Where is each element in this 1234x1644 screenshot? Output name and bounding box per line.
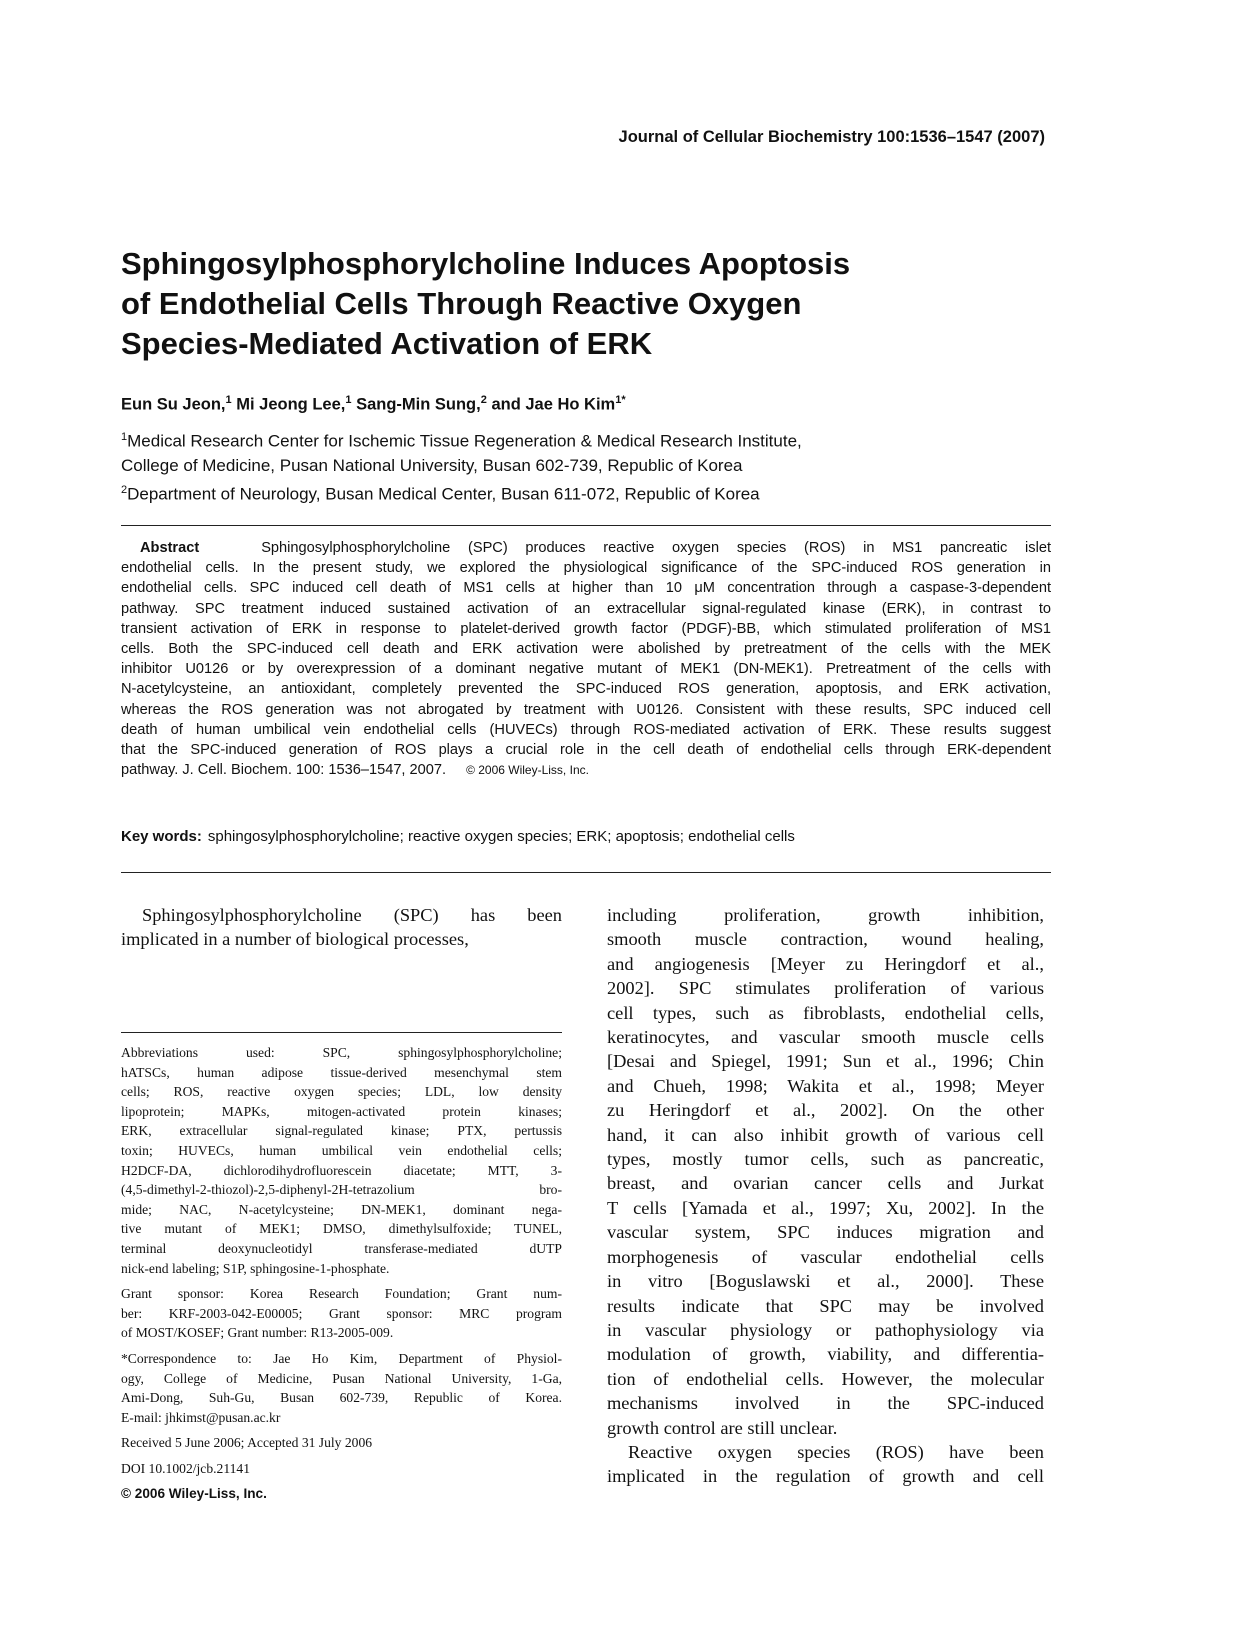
footnotes: [121, 1043, 562, 1504]
article-title: [121, 244, 981, 364]
author-name: Mi Jeong Lee,: [236, 395, 346, 414]
abstract-line: whereas the ROS generation was not abrogated by treatment with U0126. Consistent with these results, SPC induced cell: [121, 701, 1051, 718]
author-affiliation-mark: 1: [225, 394, 232, 406]
body-line: smooth muscle contraction, wound healing,: [607, 929, 1044, 950]
body-line: cell types, such as fibroblasts, endothelial cells,: [607, 1002, 1044, 1023]
body-line: keratinocytes, and vascular smooth muscle cells: [607, 1027, 1044, 1048]
affiliation-line: [121, 425, 802, 454]
footnote-copyright: © 2006 Wiley-Liss, Inc.: [121, 1486, 267, 1502]
title-line: Sphingosylphosphorylcholine Induces Apoptosis: [121, 246, 851, 281]
section-divider: [121, 872, 1051, 873]
body-line: vascular system, SPC induces migration and: [607, 1222, 1044, 1243]
footnote-line: toxin; HUVECs, human umbilical vein endothelial cells;: [121, 1142, 562, 1158]
footnote-divider: [121, 1032, 562, 1033]
keywords-label: Key words:: [121, 828, 202, 845]
author-list: [121, 394, 626, 415]
affiliation-text: College of Medicine, Pusan National University, Busan 602-739, Republic of Korea: [121, 455, 743, 475]
footnote-line: (4,5-dimethyl-2-thiozol)-2,5-diphenyl-2H-tetrazolium bro-: [121, 1182, 562, 1198]
body-line: tion of endothelial cells. However, the molecular: [607, 1368, 1044, 1389]
author-name: Sang-Min Sung,: [356, 395, 481, 414]
body-line: including proliferation, growth inhibition,: [607, 905, 1044, 925]
footnote-line: tive mutant of MEK1; DMSO, dimethylsulfoxide; TUNEL,: [121, 1221, 562, 1237]
body-line: modulation of growth, viability, and differentia-: [607, 1344, 1044, 1365]
body-line: mechanisms involved in the SPC-induced: [607, 1393, 1044, 1414]
keywords-text: sphingosylphosphorylcholine; reactive oxygen species; ERK; apoptosis; endothelial cells: [207, 828, 795, 845]
abstract-line: [121, 538, 1051, 558]
abstract-line: [121, 760, 1051, 780]
footnote-line: ber: KRF-2003-042-E00005; Grant sponsor: MRC program: [121, 1305, 562, 1321]
body-line: types, mostly tumor cells, such as pancreatic,: [607, 1149, 1044, 1170]
body-line: in vitro [Boguslawski et al., 2000]. These: [607, 1271, 1044, 1292]
correspondence-footnote: [121, 1349, 562, 1427]
footnote-line: ogy, College of Medicine, Pusan National University, 1-Ga,: [121, 1370, 562, 1386]
affiliation-text: Department of Neurology, Busan Medical Center, Busan 611-072, Republic of Korea: [127, 484, 760, 504]
body-line: growth control are still unclear.: [607, 1417, 838, 1438]
abstract-line: endothelial cells. SPC induced cell death of MS1 cells at higher than 10 μM concentration through a caspase-3-dependent: [121, 580, 1051, 597]
body-line: implicated in a number of biological processes,: [121, 929, 469, 950]
doi: DOI 10.1002/jcb.21141: [121, 1460, 251, 1476]
body-line: in vascular physiology or pathophysiology via: [607, 1319, 1044, 1340]
grant-footnote: [121, 1284, 562, 1343]
abstract-line: transient activation of ERK in response to platelet-derived growth factor (PDGF)-BB, which stimulated proliferation of MS1: [121, 620, 1051, 637]
abstract-line: N-acetylcysteine, an antioxidant, completely prevented the SPC-induced ROS generation, apoptosis, and ERK activation,: [121, 681, 1051, 698]
title-line: of Endothelial Cells Through Reactive Oxygen: [121, 286, 802, 321]
body-line: Reactive oxygen species (ROS) have been: [628, 1441, 1044, 1462]
body-line: zu Heringdorf et al., 2002]. On the other: [607, 1100, 1044, 1121]
author-affiliation-mark: 2: [480, 394, 487, 406]
footnote-line: Abbreviations used: SPC, sphingosylphosphorylcholine;: [121, 1045, 562, 1060]
body-line: hand, it can also inhibit growth of various cell: [607, 1124, 1044, 1145]
title-line: Species-Mediated Activation of ERK: [121, 326, 653, 361]
affiliation-mark: 1: [121, 431, 128, 443]
author-affiliation-mark: 1*: [615, 394, 626, 406]
footnote-line: ERK, extracellular signal-regulated kinase; PTX, pertussis: [121, 1123, 562, 1139]
abstract-line: that the SPC-induced generation of ROS plays a crucial role in the cell death of endothelial cells through ERK-dependent: [121, 742, 1051, 759]
footnote-line: nick-end labeling; S1P, sphingosine-1-phosphate.: [121, 1260, 390, 1276]
body-line: breast, and ovarian cancer cells and Jurkat: [607, 1173, 1044, 1194]
footnote-line: of MOST/KOSEF; Grant number: R13-2005-009.: [121, 1325, 394, 1341]
keywords: [121, 828, 795, 845]
body-line: and angiogenesis [Meyer zu Heringdorf et al.,: [607, 953, 1044, 974]
abstract-line: cells. Both the SPC-induced cell death and ERK activation were abolished by pretreatment of the cells with the MEK: [121, 641, 1051, 658]
footnote-line: cells; ROS, reactive oxygen species; LDL, low density: [121, 1084, 562, 1100]
abstract-line: inhibitor U0126 or by overexpression of a dominant negative mutant of MEK1 (DN-MEK1). Pretreatment of the cells with: [121, 661, 1051, 678]
author-name: Eun Su Jeon,: [121, 395, 226, 414]
correspondence-email: E-mail: jhkimst@pusan.ac.kr: [121, 1409, 281, 1425]
abstract-copyright: © 2006 Wiley-Liss, Inc.: [466, 763, 589, 778]
body-line: morphogenesis of vascular endothelial cells: [607, 1246, 1044, 1267]
footnote-line: terminal deoxynucleotidyl transferase-mediated dUTP: [121, 1240, 562, 1256]
left-column: [121, 903, 562, 952]
footnote-line: lipoprotein; MAPKs, mitogen-activated protein kinases;: [121, 1103, 562, 1119]
affiliation-line: [121, 454, 802, 478]
footnote-line: H2DCF-DA, dichlorodihydrofluorescein diacetate; MTT, 3-: [121, 1162, 562, 1178]
body-line: [Desai and Spiegel, 1991; Sun et al., 1996; Chin: [607, 1051, 1044, 1072]
footnote-line: Ami-Dong, Suh-Gu, Busan 602-739, Republic of Korea.: [121, 1390, 562, 1406]
right-column: [607, 903, 1044, 1489]
affiliation-mark: 2: [121, 483, 128, 496]
affiliations: [121, 425, 802, 506]
body-line: and Chueh, 1998; Wakita et al., 1998; Meyer: [607, 1075, 1044, 1096]
abstract-line: death of human umbilical vein endothelial cells (HUVECs) through ROS-mediated activation of ERK. These results suggest: [121, 721, 1051, 738]
footnote-line: Grant sponsor: Korea Research Foundation; Grant num-: [121, 1286, 562, 1302]
body-line: T cells [Yamada et al., 1997; Xu, 2002]. In the: [607, 1197, 1044, 1218]
received-date: Received 5 June 2006; Accepted 31 July 2006: [121, 1435, 373, 1451]
abstract-label: Abstract: [140, 540, 200, 556]
body-line: results indicate that SPC may be involved: [607, 1295, 1044, 1316]
author-name: and Jae Ho Kim: [491, 395, 616, 414]
footnote-line: *Correspondence to: Jae Ho Kim, Department of Physiol-: [121, 1350, 562, 1366]
abstract-text: Sphingosylphosphorylcholine (SPC) produces reactive oxygen species (ROS) in MS1 pancreatic islet: [261, 540, 1051, 556]
abstract-citation: pathway. J. Cell. Biochem. 100: 1536–1547, 2007.: [121, 762, 447, 779]
body-line: Sphingosylphosphorylcholine (SPC) has been: [142, 905, 562, 925]
affiliation-text: Medical Research Center for Ischemic Tissue Regeneration & Medical Research Institute,: [127, 431, 802, 451]
abstract-line: endothelial cells. In the present study, we explored the physiological significance of the SPC-induced ROS generation in: [121, 560, 1051, 577]
body-line: implicated in the regulation of growth and cell: [607, 1466, 1044, 1487]
footnote-line: mide; NAC, N-acetylcysteine; DN-MEK1, dominant nega-: [121, 1201, 562, 1217]
abstract-line: pathway. SPC treatment induced sustained activation of an extracellular signal-regulated kinase (ERK), in contrast to: [121, 600, 1051, 617]
journal-header: Journal of Cellular Biochemistry 100:1536–1547 (2007): [618, 128, 1045, 146]
section-divider: [121, 525, 1051, 526]
body-line: 2002]. SPC stimulates proliferation of various: [607, 978, 1044, 999]
author-affiliation-mark: 1: [345, 394, 352, 406]
abbreviations-footnote: [121, 1043, 562, 1278]
affiliation-line: [121, 478, 802, 507]
abstract: [121, 538, 1051, 780]
footnote-line: hATSCs, human adipose tissue-derived mesenchymal stem: [121, 1064, 562, 1080]
